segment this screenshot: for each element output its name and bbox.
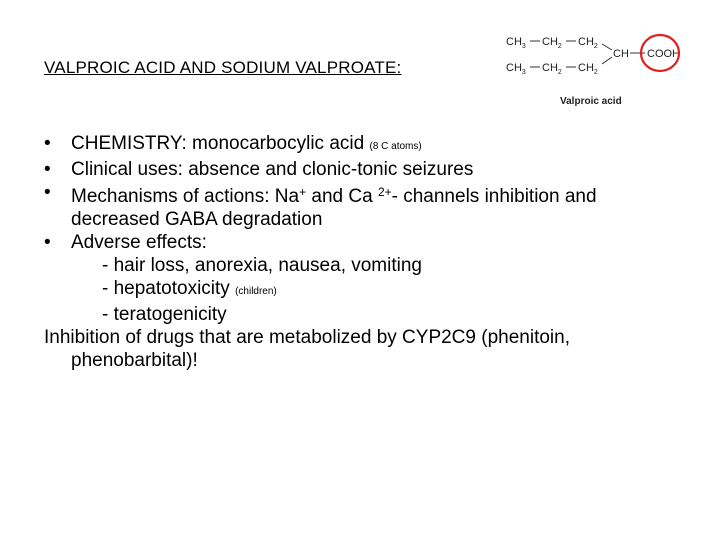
structure-diagram [502,30,688,112]
bullet-marker: • [44,159,51,180]
hepatotoxicity-note: (children) [235,286,277,297]
chemistry-label: CHEMISTRY: [71,133,187,154]
bullet-adverse-effects [44,231,704,254]
bullet-marker: • [44,232,51,253]
calcium-charge: 2+ [377,185,392,199]
mechanisms-text-c: - channels inhibition and [391,186,597,207]
group-ch2-bottom-a: $CH_2$ [542,62,562,76]
inhibition-line-2: phenobarbital)! [71,350,198,371]
bullet-mechanisms [44,181,704,208]
adverse-item-teratogenicity: - teratogenicity [102,304,227,325]
inhibition-line-1: Inhibition of drugs that are metabolized by CYP2C9 (phenitoin, [44,327,570,348]
chemistry-note: (8 C atoms) [369,141,422,152]
group-ch2-top-b: $CH_2$ [578,36,598,50]
bullet-marker: • [44,182,51,203]
group-cooh: COOH [647,48,680,60]
clinical-uses-text: Clinical uses: absence and clonic-tonic seizures [71,159,474,180]
mechanisms-text-a: Mechanisms of actions: Na [71,186,300,207]
bullet-clinical-uses [44,158,704,181]
bond-top-3 [602,44,612,50]
group-ch: CH [613,48,629,60]
slide-body [44,132,704,372]
adverse-effects-heading: Adverse effects: [71,232,207,253]
slide-title: VALPROIC ACID AND SODIUM VALPROATE: [44,58,402,77]
valproic-acid-structure [502,30,688,112]
adverse-item-hair-loss: - hair loss, anorexia, nausea, vomiting [102,255,422,276]
bond-bottom-3 [602,57,612,64]
bullet-chemistry [44,132,704,158]
bullet-marker: • [44,133,51,154]
hepatotoxicity-text: - hepatotoxicity [102,278,236,299]
sodium-charge: + [299,185,307,199]
chemistry-text: monocarbocylic acid [186,133,370,154]
group-ch3-top: $CH_3$ [506,36,526,50]
mechanisms-text-b: and Ca [306,186,378,207]
group-ch3-bottom: $CH_3$ [506,62,526,76]
group-ch2-top-a: $CH_2$ [542,36,562,50]
structure-caption: Valproic acid [560,96,622,107]
mechanisms-continuation: decreased GABA degradation [71,209,323,230]
adverse-item-hepatotoxicity [44,277,704,303]
group-ch2-bottom-b: $CH_2$ [578,62,598,76]
